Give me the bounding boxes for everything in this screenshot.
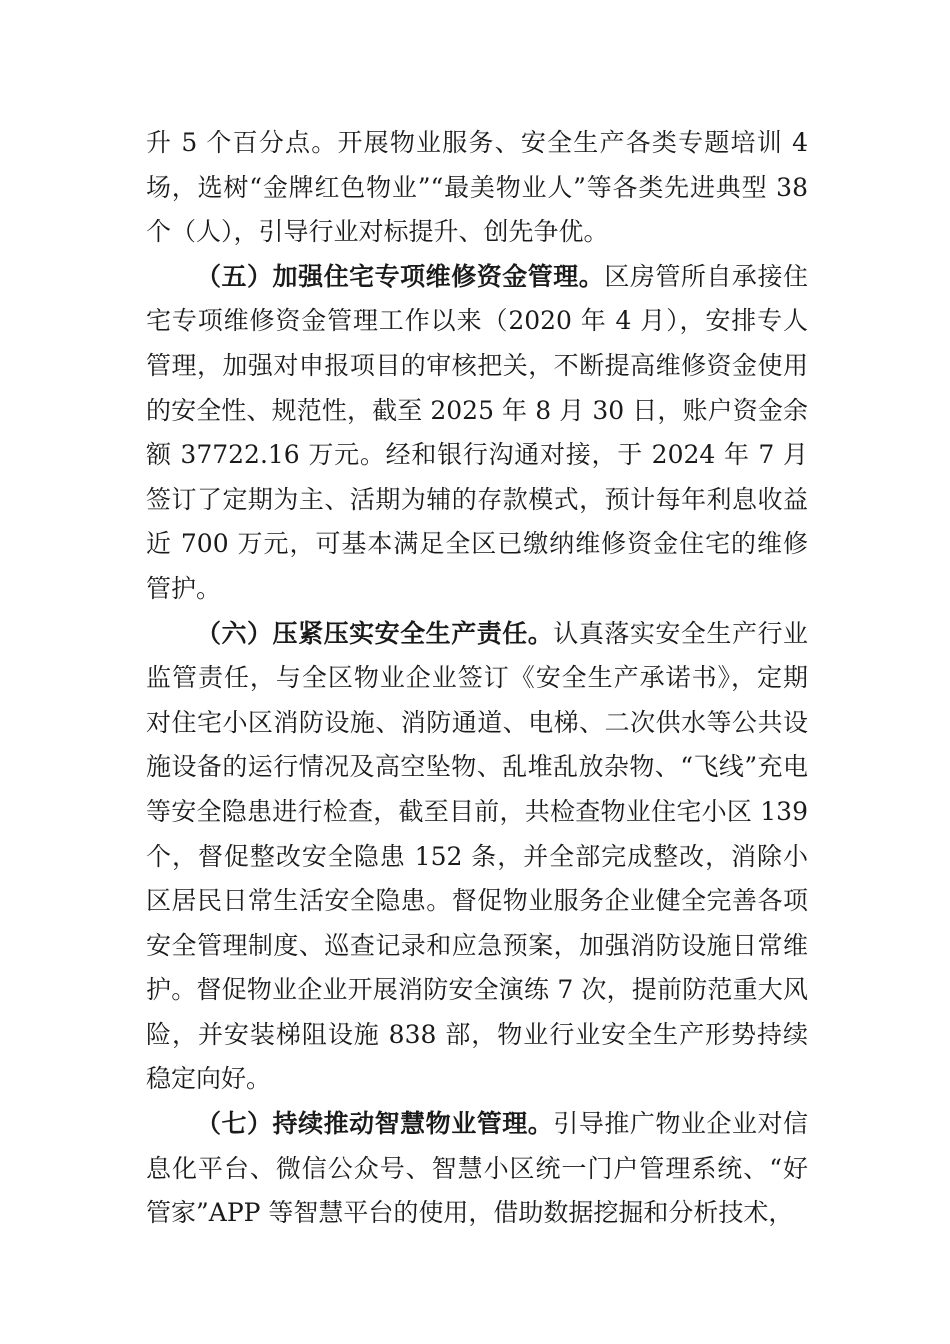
section-heading: （五）加强住宅专项维修资金管理。 xyxy=(196,261,605,291)
section-heading: （七）持续推动智慧物业管理。 xyxy=(196,1109,554,1139)
paragraph-text: 区房管所自承接住宅专项维修资金管理工作以来（2020 年 4 月），安排专人管理，加强对申报项目的审核把关，不断提高维修资金使用的安全性、规范性，截至 2025 年 8 月 30 日，账户资金余额 37722.16 万元。经和银行沟通对接，于 2024 年 7 月签订了定期为主、活期为辅的存款模式，预计每年利息收益近 700 万元，可基本满足全区已缴纳维修资金住宅的维修管护。 xyxy=(146,261,808,603)
paragraph-text: 认真落实安全生产行业监管责任，与全区物业企业签订《安全生产承诺书》，定期对住宅小区消防设施、消防通道、电梯、二次供水等公共设施设备的运行情况及高空坠物、乱堆乱放杂物、“飞线”充电等安全隐患进行检查，截至目前，共检查物业住宅小区 139 个，督促整改安全隐患 152 条，并全部完成整改，消除小区居民日常生活安全隐患。督促物业服务企业健全完善各项安全管理制度、巡查记录和应急预案，加强消防设施日常维护。督促物业企业开展消防安全演练 7 次，提前防范重大风险，并安装梯阻设施 838 部，物业行业安全生产形势持续稳定向好。 xyxy=(146,618,808,1094)
paragraph-text: 升 5 个百分点。开展物业服务、安全生产各类专题培训 4 场，选树“金牌红色物业”“最美物业人”等各类先进典型 38 个（人），引导行业对标提升、创先争优。 xyxy=(146,128,808,247)
paragraph-section-5 xyxy=(146,255,808,612)
document-body xyxy=(146,121,808,1236)
paragraph-section-7 xyxy=(146,1102,808,1236)
section-heading: （六）压紧压实安全生产责任。 xyxy=(196,618,554,648)
paragraph-continuation xyxy=(146,121,808,255)
paragraph-text: 引导推广物业企业对信息化平台、微信公众号、智慧小区统一门户管理系统、“好管家”APP 等智慧平台的使用，借助数据挖掘和分析技术， xyxy=(146,1109,808,1228)
paragraph-section-6 xyxy=(146,612,808,1103)
